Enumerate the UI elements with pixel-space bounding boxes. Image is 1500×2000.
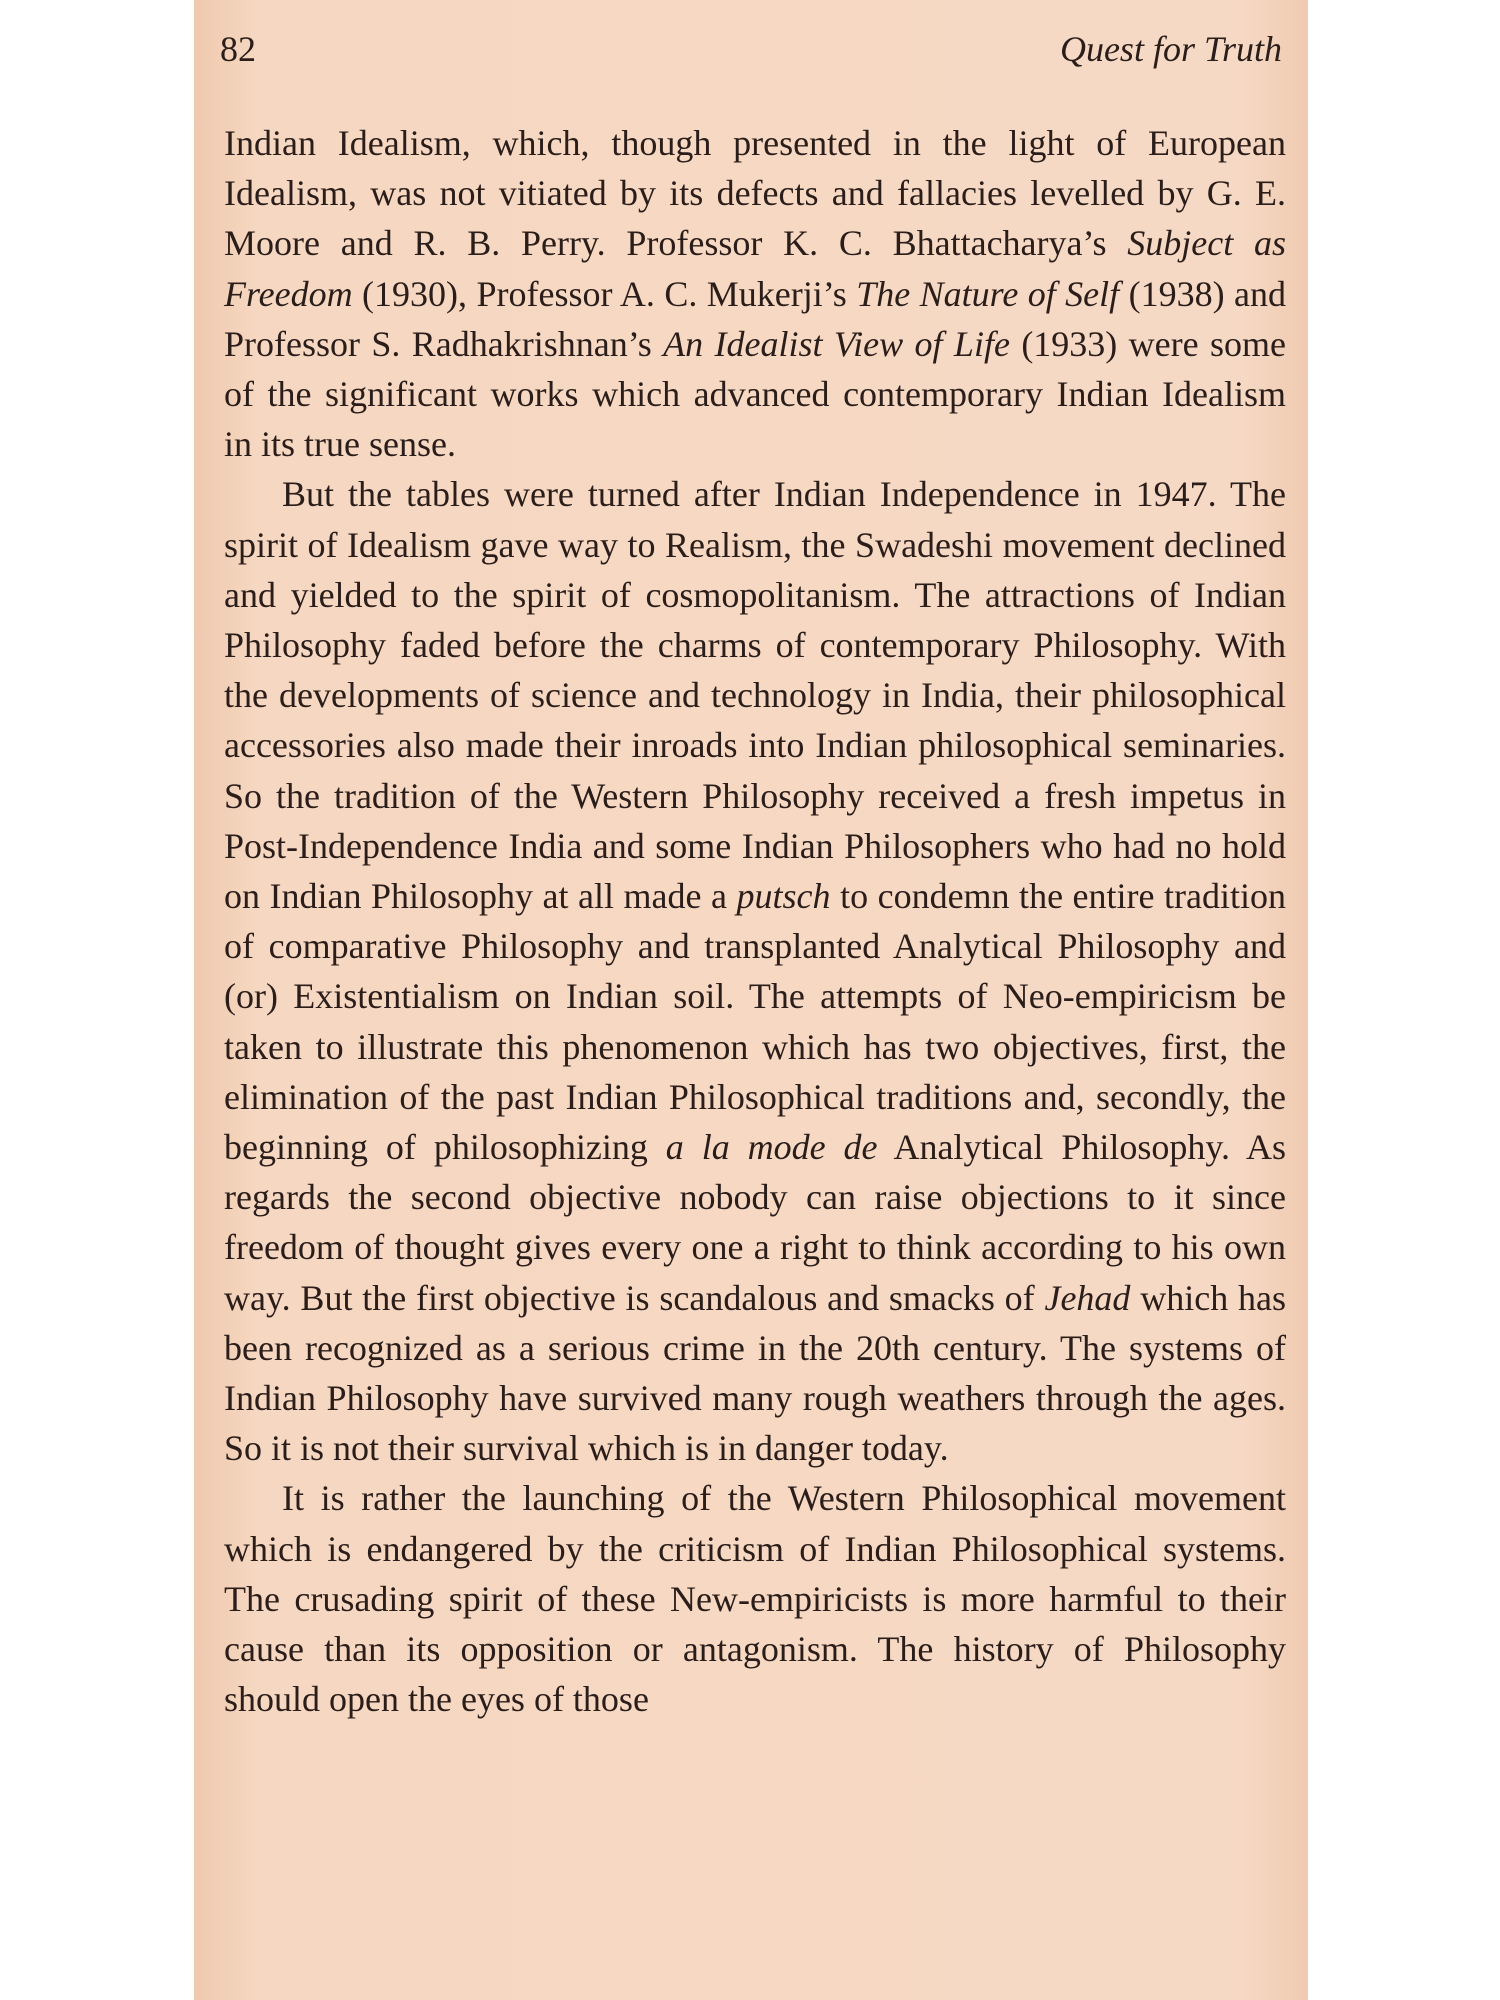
text-run: But the tables were turned after Indian Independence in 1947. The spirit of Idealism gave way to Realism, the Swadeshi movement declined and yielded to the spirit of cosmopolitanism. The attractions of Indian Philosophy faded before the charms of contemporary Philosophy. With the developments of science and technology in India, their philosophical accessories also made their inroads into Indian philosophical seminaries. So the tradition of the Western Philosophy received a fresh impetus in Post-Independence India and some Indian Philosophers who had no hold on Indian Philosophy at all made a [224, 474, 1286, 917]
page-body [224, 118, 1286, 1725]
text-run: It is rather the launching of the Western Philosophical movement which is endangered by the criticism of Indian Philosophical systems. The crusading spirit of these New-empiricists is more harmful to their cause than its opposition or antagonism. The history of Philosophy should open the eyes of those [224, 1478, 1286, 1720]
text-run: which has been recognized as a serious crime in the 20th century. The systems of Indian Philosophy have survived many rough weathers through the ages. So it is not their survival which is in danger today. [224, 1277, 1287, 1469]
text-run: Indian Idealism, which, though presented in the light of European Idealism, was not vitiated by its defects and fallacies levelled by G. E. Moore and R. B. Perry. Professor K. C. Bhattacharya’s [224, 123, 1286, 264]
paragraph-1 [224, 118, 1286, 469]
page-header [220, 28, 1282, 78]
book-title: The Nature of Self [856, 273, 1120, 314]
text-run: (1933) were some of the significant works which advanced contemporary Indian Idealism in its true sense. [224, 323, 1286, 465]
text-run: Analytical Philosophy. As regards the second objective nobody can raise objections to it since freedom of thought gives every one a right to think according to his own way. But the first objective is scandalous and smacks of [224, 1127, 1286, 1318]
text-run: (1930), Professor A. C. Mukerji’s [352, 273, 857, 314]
book-page [194, 0, 1308, 2000]
page-number: 82 [220, 29, 256, 69]
text-run: (1938) and Professor S. Radhakrishnan’s [224, 273, 1286, 364]
book-title: An Idealist View of Life [663, 323, 1010, 364]
italic-term: putsch [736, 876, 831, 917]
paragraph-2 [224, 469, 1286, 1473]
paragraph-3 [224, 1473, 1286, 1724]
running-title: Quest for Truth [1059, 29, 1282, 69]
text-run: to condemn the entire tradition of comparative Philosophy and transplanted Analytical Philosophy and (or) Existentialism on Indian soil. The attempts of Neo-empiricism be taken to illustrate this phenomenon which has two objectives, first, the elimination of the past Indian Philosophical traditions and, secondly, the beginning of philosophizing [224, 876, 1287, 1168]
book-title: Subject as Freedom [224, 223, 1286, 314]
italic-term: Jehad [1044, 1277, 1131, 1318]
italic-term: a la mode de [665, 1127, 878, 1168]
